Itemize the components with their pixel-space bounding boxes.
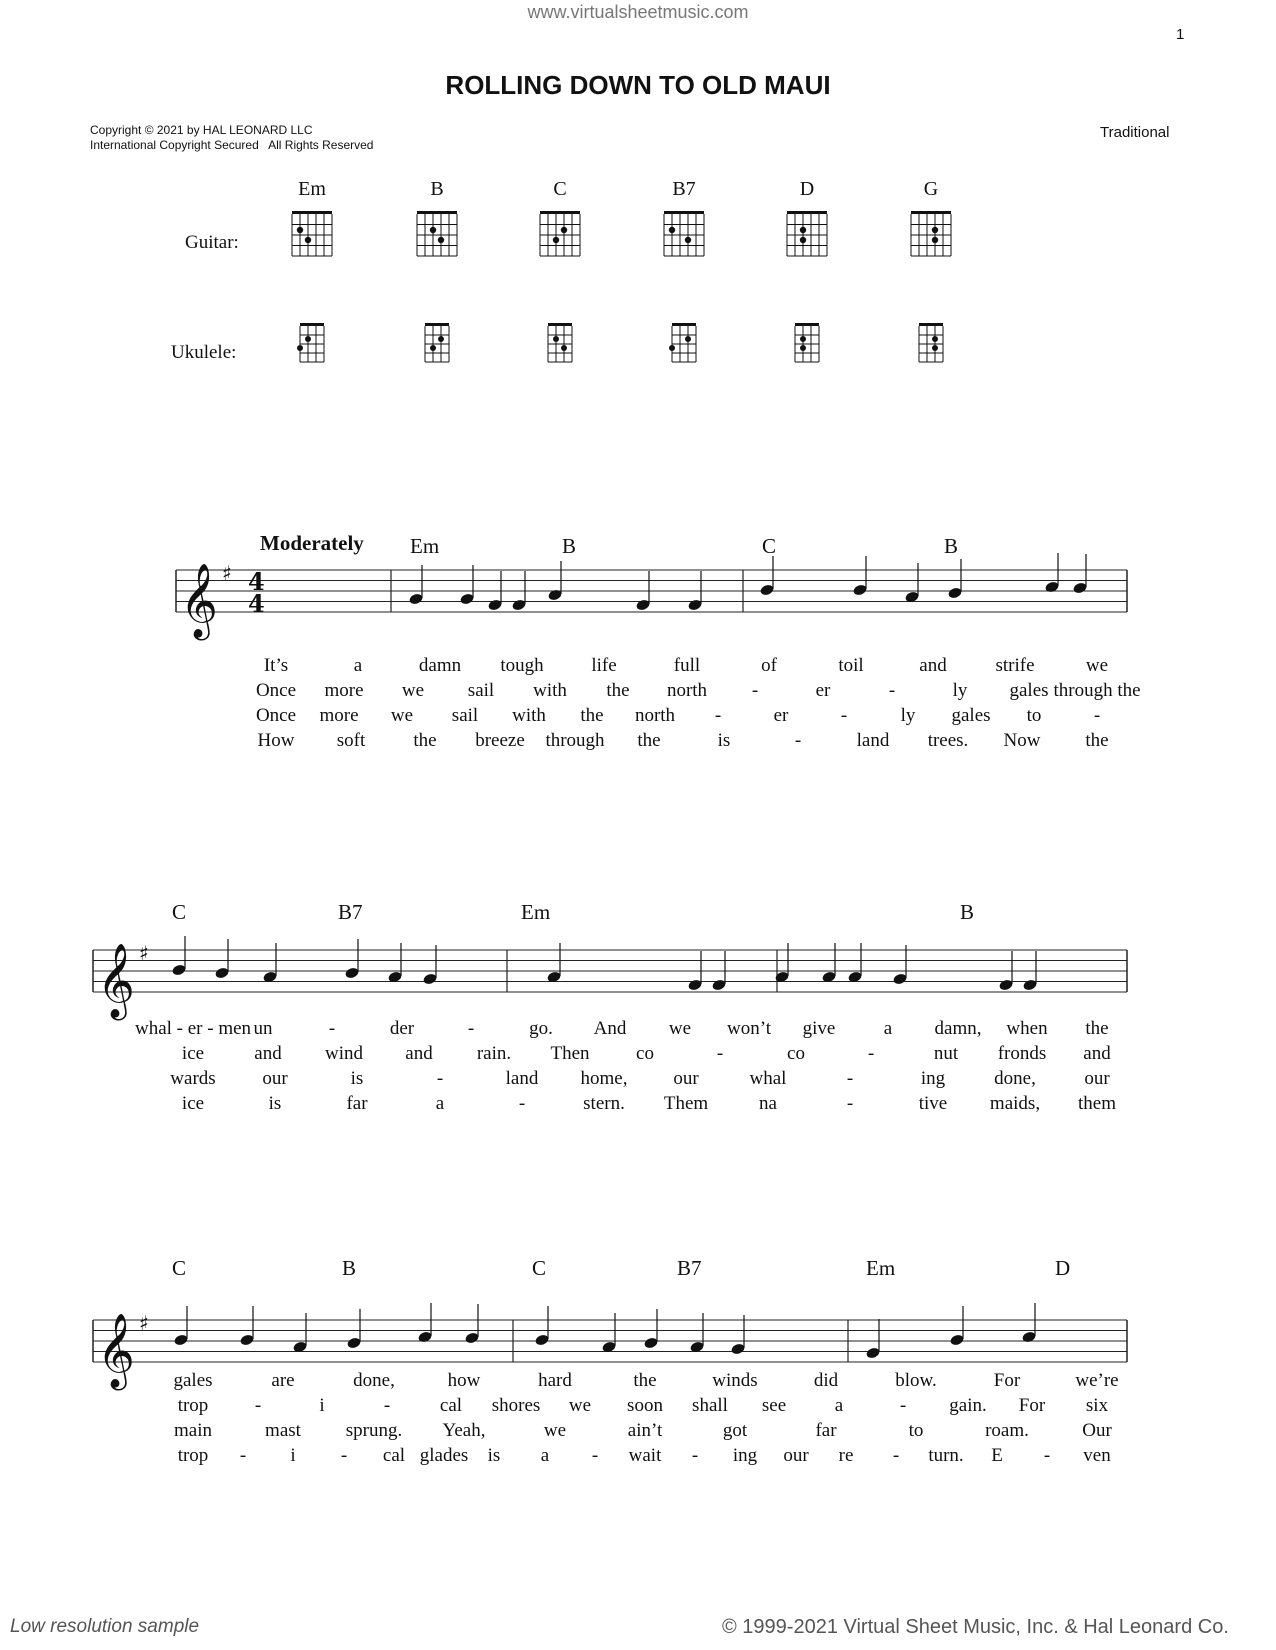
- lyric-syllable: -: [591, 1445, 599, 1466]
- lyric-syllable: wind: [325, 1043, 363, 1064]
- lyric-syllable: we: [543, 1420, 567, 1441]
- footer-copyright: © 1999-2021 Virtual Sheet Music, Inc. & Hal Leonard Co.: [722, 1616, 1229, 1638]
- note-icon: [730, 1315, 745, 1356]
- lyric-syllable: the: [1085, 1018, 1109, 1039]
- ukulele-chord-diagram: [669, 323, 696, 362]
- lyric-syllable: glades: [419, 1445, 469, 1466]
- note-icon: [408, 565, 423, 606]
- chord-symbol: C: [172, 1256, 187, 1280]
- lyric-syllable: ing: [920, 1068, 946, 1089]
- composer: Traditional: [1100, 124, 1170, 141]
- note-icon: [547, 561, 562, 602]
- lyric-syllable: der: [389, 1018, 415, 1039]
- lyric-syllable: -: [794, 730, 802, 751]
- lyric-syllable: is: [350, 1068, 364, 1089]
- lyric-syllable: far: [346, 1093, 368, 1114]
- lyric-syllable: cal: [439, 1395, 463, 1416]
- lyric-syllable: -: [328, 1018, 336, 1039]
- note-icon: [464, 1304, 479, 1345]
- chord-chart-name: D: [799, 178, 815, 200]
- lyric-syllable: a: [883, 1018, 893, 1039]
- lyric-syllable: through: [545, 730, 605, 751]
- lyric-syllable: whal - er - men: [134, 1018, 252, 1039]
- lyric-syllable: i: [290, 1445, 296, 1466]
- treble-clef-icon: 𝄞: [97, 1314, 135, 1388]
- note-icon: [865, 1319, 880, 1360]
- lyric-syllable: full: [673, 655, 701, 676]
- lyric-syllable: a: [540, 1445, 550, 1466]
- lyric-syllable: land: [856, 730, 890, 751]
- chord-symbol: B: [960, 900, 975, 924]
- ukulele-chord-diagram: [425, 323, 449, 362]
- lyric-syllable: and: [254, 1043, 282, 1064]
- lyric-syllable: shores: [491, 1395, 541, 1416]
- lyric-syllable: is: [717, 730, 731, 751]
- lyric-syllable: sail: [451, 705, 479, 726]
- lyric-syllable: gain.: [949, 1395, 987, 1416]
- lyric-syllable: -: [1043, 1445, 1051, 1466]
- lyric-syllable: and: [405, 1043, 433, 1064]
- lyric-syllable: we: [401, 680, 425, 701]
- lyric-syllable: north: [634, 705, 676, 726]
- note-icon: [346, 1309, 361, 1350]
- key-signature-sharp-icon: ♯: [139, 1311, 149, 1335]
- page-number: 1: [1176, 26, 1185, 43]
- note-icon: [171, 936, 186, 977]
- lyric-syllable: co: [636, 1043, 654, 1064]
- lyric-syllable: For: [1018, 1395, 1046, 1416]
- chord-symbol: B: [342, 1256, 357, 1280]
- lyric-syllable: Once: [255, 705, 297, 726]
- lyric-syllable: Now: [1003, 730, 1041, 751]
- lyric-syllable: the: [637, 730, 661, 751]
- note-icon: [173, 1306, 188, 1347]
- lyric-syllable: damn,: [934, 1018, 982, 1039]
- lyric-syllable: are: [271, 1370, 295, 1391]
- lyric-syllable: cal: [382, 1445, 406, 1466]
- lyric-syllable: land: [505, 1068, 539, 1089]
- lyric-syllable: trop: [177, 1445, 209, 1466]
- tempo-marking: Moderately: [260, 531, 364, 555]
- lyric-syllable: ain’t: [627, 1420, 663, 1441]
- lyric-syllable: Our: [1082, 1420, 1112, 1441]
- lyric-syllable: -: [751, 680, 759, 701]
- lyric-syllable: stern.: [583, 1093, 625, 1114]
- lyric-syllable: is: [487, 1445, 501, 1466]
- lyric-syllable: our: [673, 1068, 699, 1089]
- lyric-syllable: with: [512, 705, 546, 726]
- note-icon: [821, 943, 836, 984]
- note-icon: [759, 556, 774, 597]
- note-icon: [546, 943, 561, 984]
- key-signature-sharp-icon: ♯: [222, 561, 232, 585]
- lyric-syllable: six: [1085, 1395, 1109, 1416]
- lyric-syllable: the: [413, 730, 437, 751]
- lyric-syllable: a: [834, 1395, 844, 1416]
- lyric-syllable: when: [1006, 1018, 1048, 1039]
- lyric-syllable: -: [254, 1395, 262, 1416]
- lyric-syllable: the: [606, 680, 630, 701]
- lyric-syllable: -: [691, 1445, 699, 1466]
- key-signature-sharp-icon: ♯: [139, 941, 149, 965]
- lyric-syllable: co: [787, 1043, 805, 1064]
- note-icon: [292, 1313, 307, 1354]
- lyric-syllable: maids,: [989, 1093, 1041, 1114]
- lyric-syllable: and: [919, 655, 947, 676]
- lyric-syllable: -: [840, 705, 848, 726]
- chord-symbol: C: [762, 534, 777, 558]
- lyric-syllable: sail: [467, 680, 495, 701]
- guitar-chord-diagram: [664, 211, 704, 256]
- note-icon: [344, 939, 359, 980]
- lyric-syllable: -: [846, 1093, 854, 1114]
- lyric-syllable: how: [447, 1370, 481, 1391]
- lyric-syllable: our: [783, 1445, 809, 1466]
- lyric-syllable: For: [993, 1370, 1021, 1391]
- chord-chart-name: B: [430, 178, 444, 200]
- lyric-syllable: -: [436, 1068, 444, 1089]
- lyric-syllable: life: [591, 655, 617, 676]
- lyric-syllable: -: [1093, 705, 1101, 726]
- lyric-syllable: give: [802, 1018, 836, 1039]
- lyric-syllable: -: [714, 705, 722, 726]
- lyric-syllable: mast: [265, 1420, 301, 1441]
- guitar-chord-diagram: [540, 211, 580, 256]
- lyric-syllable: gales: [951, 705, 991, 726]
- lyric-syllable: Them: [663, 1093, 709, 1114]
- lyric-syllable: rain.: [476, 1043, 512, 1064]
- lyric-syllable: E: [991, 1445, 1003, 1466]
- note-icon: [892, 945, 907, 986]
- lyric-syllable: -: [467, 1018, 475, 1039]
- note-icon: [947, 559, 962, 600]
- lyric-syllable: un: [253, 1018, 273, 1039]
- chord-symbol: C: [532, 1256, 547, 1280]
- lyric-syllable: gales: [173, 1370, 213, 1391]
- lyric-syllable: shall: [692, 1395, 728, 1416]
- time-signature-denominator: 4: [248, 589, 265, 618]
- lyric-syllable: -: [239, 1445, 247, 1466]
- chord-chart-name: G: [923, 178, 939, 200]
- lyric-syllable: our: [262, 1068, 288, 1089]
- note-icon: [643, 1309, 658, 1350]
- lyric-syllable: Yeah,: [442, 1420, 486, 1441]
- lyric-syllable: -: [383, 1395, 391, 1416]
- lyric-syllable: did: [813, 1370, 839, 1391]
- lyric-syllable: ing: [732, 1445, 758, 1466]
- note-icon: [852, 556, 867, 597]
- chord-symbol: Em: [866, 1256, 896, 1280]
- lyric-syllable: our: [1084, 1068, 1110, 1089]
- chord-symbol: B7: [677, 1256, 702, 1280]
- chord-symbol: B7: [338, 900, 363, 924]
- lyric-syllable: breeze: [475, 730, 525, 751]
- lyric-syllable: tough: [500, 655, 544, 676]
- treble-clef-icon: 𝄞: [97, 944, 135, 1018]
- lyric-syllable: home,: [580, 1068, 628, 1089]
- lyric-syllable: re: [838, 1445, 854, 1466]
- note-icon: [214, 939, 229, 980]
- lyric-syllable: winds: [712, 1370, 758, 1391]
- lyric-syllable: hard: [538, 1370, 572, 1391]
- lyric-syllable: we: [568, 1395, 592, 1416]
- copyright-line-1: Copyright © 2021 by HAL LEONARD LLC: [90, 123, 313, 137]
- lyric-syllable: ly: [952, 680, 968, 701]
- lyric-syllable: we: [668, 1018, 692, 1039]
- lyric-syllable: fronds: [997, 1043, 1047, 1064]
- note-icon: [689, 1313, 704, 1354]
- ukulele-chord-diagram: [795, 323, 819, 362]
- lyric-syllable: got: [722, 1420, 748, 1441]
- guitar-chord-diagram: [292, 211, 332, 256]
- song-title: ROLLING DOWN TO OLD MAUI: [445, 70, 831, 100]
- lyric-syllable: -: [899, 1395, 907, 1416]
- chord-chart-name: Em: [298, 178, 326, 200]
- lyric-syllable: tive: [918, 1093, 948, 1114]
- lyric-syllable: ice: [181, 1043, 205, 1064]
- lyric-syllable: -: [846, 1068, 854, 1089]
- ukulele-chord-diagram: [919, 323, 943, 362]
- note-icon: [601, 1313, 616, 1354]
- lyric-syllable: through the: [1053, 680, 1141, 701]
- watermark-sample: Low resolution sample: [10, 1616, 200, 1637]
- lyric-syllable: gales: [1009, 680, 1049, 701]
- note-icon: [1072, 554, 1087, 595]
- lyric-syllable: -: [892, 1445, 900, 1466]
- site-url: www.virtualsheetmusic.com: [527, 2, 749, 22]
- note-icon: [239, 1306, 254, 1347]
- lyric-syllable: the: [580, 705, 604, 726]
- lyric-syllable: north: [666, 680, 708, 701]
- lyric-syllable: Then: [550, 1043, 590, 1064]
- note-icon: [904, 563, 919, 604]
- lyric-syllable: -: [518, 1093, 526, 1114]
- lyric-syllable: of: [761, 655, 777, 676]
- note-icon: [1044, 553, 1059, 594]
- lyric-syllable: turn.: [928, 1445, 964, 1466]
- chord-diagrams: [0, 0, 1276, 420]
- lyric-syllable: done,: [353, 1370, 395, 1391]
- treble-clef-icon: 𝄞: [180, 564, 218, 638]
- chord-symbol: Em: [410, 534, 440, 558]
- lyric-syllable: -: [340, 1445, 348, 1466]
- lyric-syllable: go.: [529, 1018, 553, 1039]
- lyric-syllable: blow.: [895, 1370, 937, 1391]
- note-icon: [1021, 1303, 1036, 1344]
- lyric-syllable: a: [435, 1093, 445, 1114]
- lyric-syllable: main: [174, 1420, 212, 1441]
- lyric-syllable: wards: [170, 1068, 216, 1089]
- lyric-syllable: roam.: [985, 1420, 1029, 1441]
- note-icon: [847, 943, 862, 984]
- staff-system-1: [0, 540, 1276, 680]
- lyric-syllable: er: [773, 705, 789, 726]
- lyric-syllable: them: [1078, 1093, 1116, 1114]
- copyright-line-2: International Copyright Secured All Rights Reserved: [90, 138, 374, 152]
- lyric-syllable: wait: [628, 1445, 662, 1466]
- note-icon: [949, 1306, 964, 1347]
- lyric-syllable: ice: [181, 1093, 205, 1114]
- note-icon: [417, 1303, 432, 1344]
- lyric-syllable: soft: [336, 730, 366, 751]
- lyric-syllable: and: [1083, 1043, 1111, 1064]
- lyric-syllable: -: [716, 1043, 724, 1064]
- lyric-syllable: trop: [177, 1395, 209, 1416]
- lyric-syllable: done,: [994, 1068, 1036, 1089]
- lyric-syllable: strife: [995, 655, 1035, 676]
- lyric-syllable: to: [1026, 705, 1042, 726]
- lyric-syllable: to: [908, 1420, 924, 1441]
- lyric-syllable: with: [533, 680, 567, 701]
- guitar-chord-diagram: [911, 211, 951, 256]
- lyric-syllable: How: [257, 730, 295, 751]
- lyric-syllable: na: [759, 1093, 777, 1114]
- lyric-syllable: we: [1085, 655, 1109, 676]
- note-icon: [459, 565, 474, 606]
- lyric-syllable: more: [324, 680, 364, 701]
- lyric-syllable: see: [761, 1395, 787, 1416]
- lyric-syllable: It’s: [263, 655, 289, 676]
- chord-chart-name: C: [553, 178, 567, 200]
- lyric-syllable: soon: [627, 1395, 663, 1416]
- note-icon: [422, 945, 437, 986]
- lyric-syllable: more: [319, 705, 359, 726]
- lyric-syllable: trees.: [927, 730, 969, 751]
- lyric-syllable: -: [888, 680, 896, 701]
- chord-chart-name: B7: [672, 178, 696, 200]
- lyric-syllable: i: [319, 1395, 325, 1416]
- chord-symbol: B: [944, 534, 959, 558]
- time-signature-numerator: 4: [248, 567, 265, 596]
- lyric-syllable: the: [1085, 730, 1109, 751]
- lyric-syllable: we: [390, 705, 414, 726]
- note-icon: [262, 943, 277, 984]
- lyric-syllable: a: [353, 655, 363, 676]
- lyric-syllable: won’t: [727, 1018, 771, 1039]
- lyric-syllable: toil: [838, 655, 864, 676]
- lyric-syllable: sprung.: [345, 1420, 403, 1441]
- ukulele-label: Ukulele:: [171, 342, 237, 363]
- guitar-chord-diagram: [417, 211, 457, 256]
- lyric-syllable: is: [268, 1093, 282, 1114]
- lyric-syllable: whal: [749, 1068, 787, 1089]
- lyric-syllable: nut: [933, 1043, 959, 1064]
- lyric-syllable: we’re: [1075, 1370, 1119, 1391]
- note-icon: [534, 1306, 549, 1347]
- lyric-syllable: er: [815, 680, 831, 701]
- ukulele-chord-diagram: [297, 323, 324, 362]
- chord-symbol: Em: [521, 900, 551, 924]
- lyric-syllable: ven: [1083, 1445, 1111, 1466]
- chord-symbol: B: [562, 534, 577, 558]
- lyric-syllable: far: [815, 1420, 837, 1441]
- chord-symbol: D: [1055, 1256, 1071, 1280]
- lyric-syllable: And: [593, 1018, 627, 1039]
- lyric-syllable: Once: [255, 680, 297, 701]
- lyric-syllable: ly: [900, 705, 916, 726]
- lyric-syllable: the: [633, 1370, 657, 1391]
- lyric-syllable: damn: [418, 655, 462, 676]
- chord-symbol: C: [172, 900, 187, 924]
- lyric-syllable: -: [867, 1043, 875, 1064]
- note-icon: [387, 943, 402, 984]
- ukulele-chord-diagram: [548, 323, 572, 362]
- guitar-chord-diagram: [787, 211, 827, 256]
- guitar-label: Guitar:: [185, 232, 239, 253]
